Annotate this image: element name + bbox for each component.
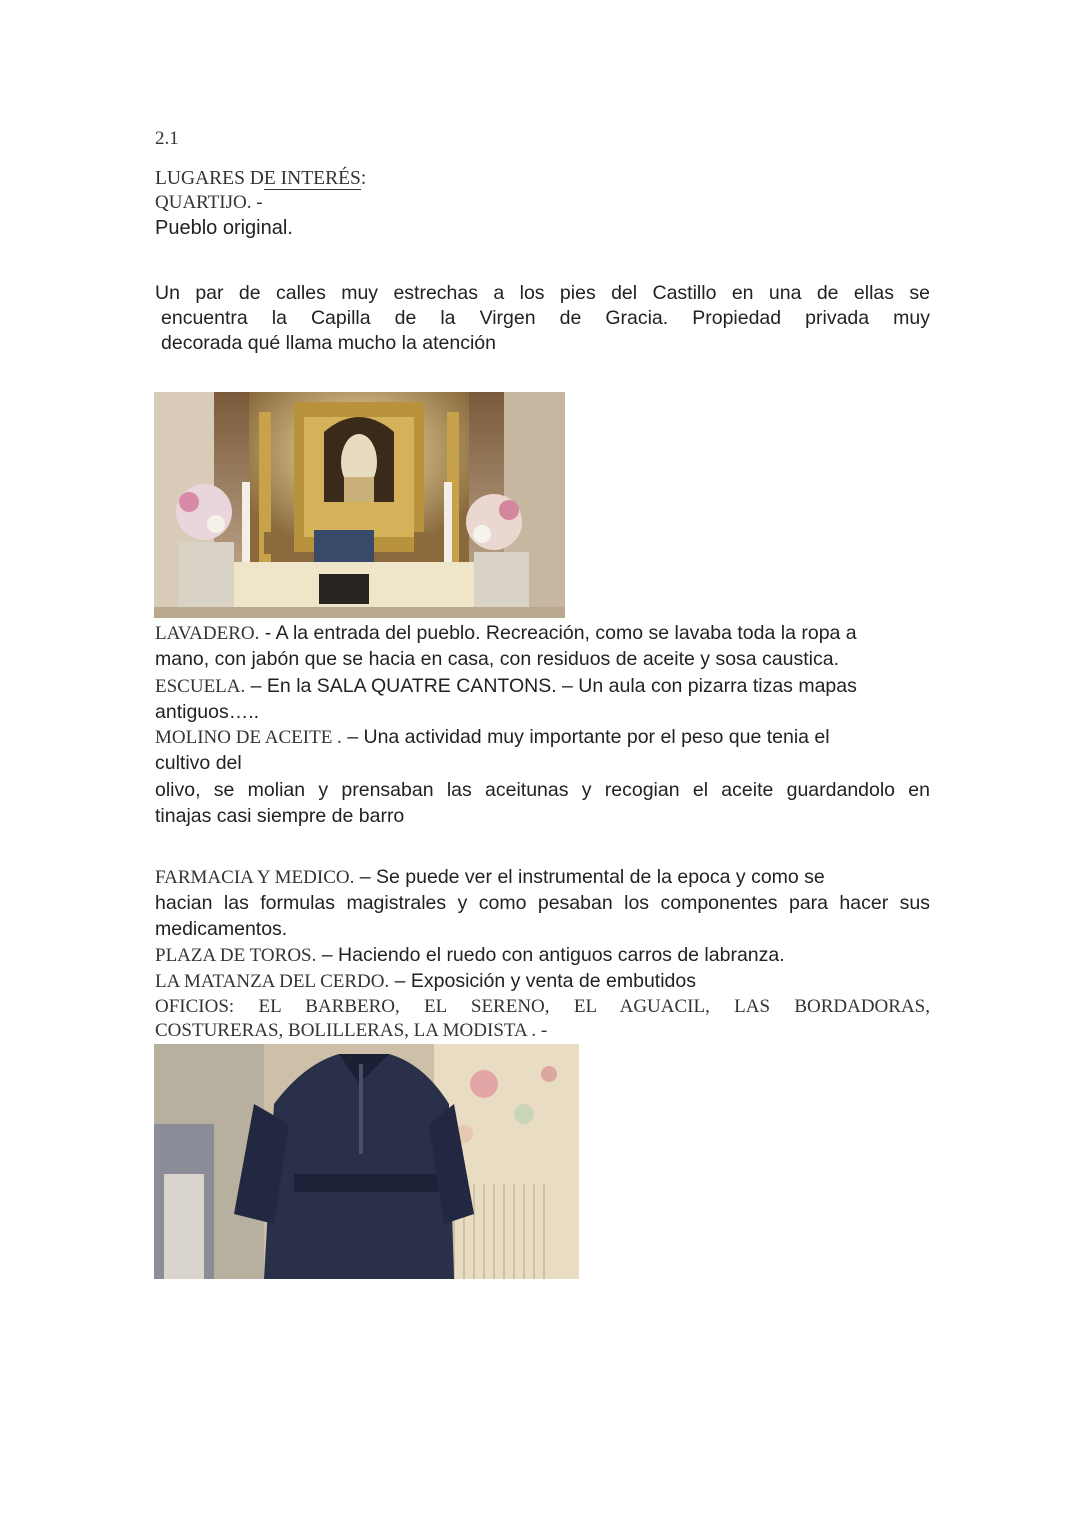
molino-line-2: cultivo del xyxy=(155,752,242,774)
escuela-line-1 xyxy=(155,673,930,700)
oficios-line-1: OFICIOS: EL BARBERO, EL SERENO, EL AGUACIL, LAS BORDADORAS, xyxy=(155,996,930,1017)
molino-label: MOLINO DE ACEITE . xyxy=(155,727,342,748)
matanza-text-1: – Exposición y venta de embutidos xyxy=(389,970,696,992)
matanza-line-1 xyxy=(155,968,930,995)
oficios-line-2: COSTURERAS, BOLILLERAS, LA MODISTA . - xyxy=(155,1020,548,1041)
heading-prefix: LUGARES D xyxy=(155,168,264,189)
molino-line-3: olivo, se molian y prensaban las aceitunas y recogian el aceite guardandolo en xyxy=(155,779,930,801)
farmacia-label: FARMACIA Y MEDICO. xyxy=(155,867,355,888)
escuela-line-2: antiguos….. xyxy=(155,701,260,723)
heading-suffix: : xyxy=(360,168,367,189)
escuela-text-1: – En la SALA QUATRE CANTONS. – Un aula con pizarra tizas mapas xyxy=(245,675,857,697)
molino-line-4: tinajas casi siempre de barro xyxy=(155,805,405,827)
vestido-photo xyxy=(154,1044,579,1279)
intro-line-2: encuentra la Capilla de la Virgen de Gracia. Propiedad privada muy xyxy=(161,307,930,329)
plaza-text-1: – Haciendo el ruedo con antiguos carros de labranza. xyxy=(316,944,785,966)
lavadero-line-1 xyxy=(155,620,930,647)
farmacia-line-3: medicamentos. xyxy=(155,918,288,940)
intro-line-1: Un par de calles muy estrechas a los pies del Castillo en una de ellas se xyxy=(155,282,930,304)
capilla-illustration xyxy=(154,392,565,618)
escuela-label: ESCUELA. xyxy=(155,676,246,697)
lavadero-line-2: mano, con jabón que se hacia en casa, con residuos de aceite y sosa caustica. xyxy=(155,648,840,670)
quartijo-desc: Pueblo original. xyxy=(155,217,293,239)
section-heading xyxy=(155,168,366,190)
lavadero-text-1: - A la entrada del pueblo. Recreación, como se lavaba toda la ropa a xyxy=(259,622,857,644)
vestido-illustration xyxy=(154,1044,579,1279)
plaza-line-1 xyxy=(155,942,930,969)
lavadero-label: LAVADERO. xyxy=(155,623,260,644)
matanza-label: LA MATANZA DEL CERDO. xyxy=(155,971,390,992)
farmacia-line-2: hacian las formulas magistrales y como pesaban los componentes para hacer sus xyxy=(155,892,930,914)
heading-underlined: E INTERÉS xyxy=(263,168,361,189)
farmacia-line-1 xyxy=(155,864,930,891)
capilla-photo xyxy=(154,392,565,618)
farmacia-text-1: – Se puede ver el instrumental de la epoca y como se xyxy=(354,866,825,888)
molino-line-1 xyxy=(155,724,930,751)
page-number: 2.1 xyxy=(155,128,179,149)
quartijo-label: QUARTIJO. - xyxy=(155,192,263,213)
molino-text-1: – Una actividad muy importante por el peso que tenia el xyxy=(341,726,830,748)
plaza-label: PLAZA DE TOROS. xyxy=(155,945,317,966)
intro-line-3: decorada qué llama mucho la atención xyxy=(161,332,496,354)
